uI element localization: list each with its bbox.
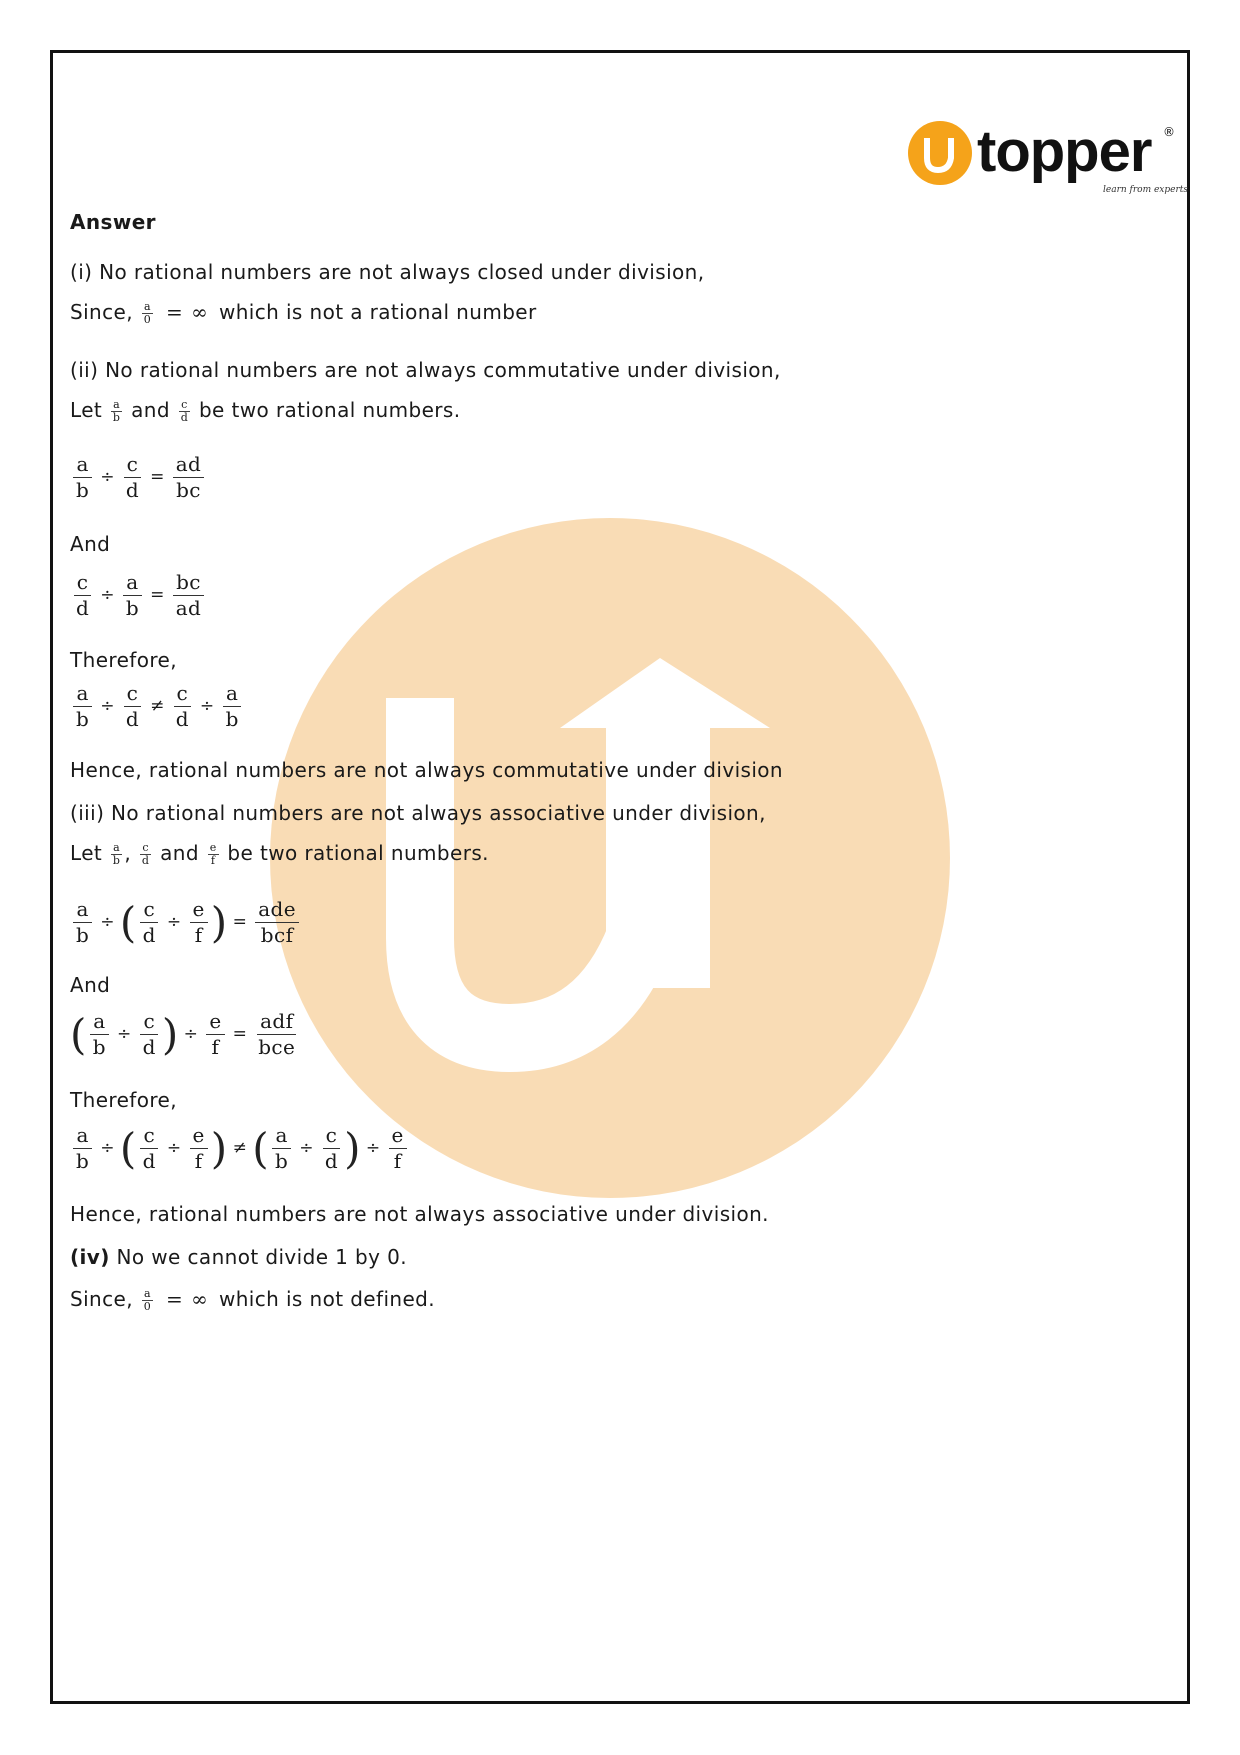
and-line-2: And	[70, 973, 111, 997]
part-2-let-line	[70, 398, 460, 424]
therefore-line-2: Therefore,	[70, 1088, 178, 1112]
since-label: Since,	[70, 1287, 133, 1311]
fraction-e-over-f: $\frac{e}{f}$	[209, 841, 217, 867]
fraction-a-over-b: $\frac{a}{b}$	[112, 841, 121, 867]
inequality-associative: $\frac{a}{b}$ ÷ ( $\frac{c}{d}$ ÷ $\frac{e}{f}$ ) ≠ ( $\frac{a}{b}$ ÷ $\frac{c}{d}$ ) ÷ $\frac{e}{f}$	[70, 1123, 410, 1174]
part-4-title-line	[70, 1245, 407, 1269]
since-label: Since,	[70, 300, 133, 324]
and-line-1: And	[70, 532, 111, 556]
part-3-title: (iii) No rational numbers are not always associative under division,	[70, 801, 766, 825]
fraction-c-over-d: $\frac{c}{d}$	[141, 841, 150, 867]
registered-mark: ®	[1163, 125, 1175, 139]
brand-tagline: learn from experts	[1103, 185, 1189, 195]
part-1-since-line	[70, 300, 537, 326]
and-label: and	[131, 398, 170, 422]
since-end: which is not defined.	[218, 1287, 436, 1311]
topper-logo-icon	[905, 118, 1189, 198]
let-end: be two rational numbers.	[227, 841, 489, 865]
inequality-commutative: $\frac{a}{b}$ ÷ $\frac{c}{d}$ ≠ $\frac{c}{d}$ ÷ $\frac{a}{b}$	[70, 681, 245, 732]
equals-sign: =	[165, 300, 184, 324]
answer-heading: Answer	[70, 210, 156, 234]
part-3-let-line	[70, 841, 489, 867]
since-end: which is not a rational number	[218, 300, 537, 324]
and-label: and	[160, 841, 199, 865]
brand-name: topper	[977, 119, 1152, 184]
equation-a-b-div-c-d: $\frac{a}{b}$ ÷ $\frac{c}{d}$ = $\frac{ad}{bc}$	[70, 452, 207, 503]
fraction-a-over-b: $\frac{a}{b}$	[112, 398, 121, 424]
infinity-symbol: ∞	[191, 1287, 209, 1311]
part-4-since-line	[70, 1287, 435, 1313]
let-label: Let	[70, 398, 103, 422]
equation-paren-a-b-div-c-d-div-e-f: ( $\frac{a}{b}$ ÷ $\frac{c}{d}$ ) ÷ $\frac{e}{f}$ = adf bce	[70, 1009, 296, 1059]
let-end: be two rational numbers.	[198, 398, 461, 422]
part-2-hence: Hence, rational numbers are not always commutative under division	[70, 758, 784, 782]
part-4-label: (iv)	[70, 1245, 110, 1269]
comma: ,	[124, 841, 132, 865]
fraction-c-over-d: $\frac{c}{d}$	[180, 398, 189, 424]
let-label: Let	[70, 841, 103, 865]
part-1-title: (i) No rational numbers are not always closed under division,	[70, 260, 705, 284]
infinity-symbol: ∞	[191, 300, 209, 324]
equation-a-b-div-paren-c-d-div-e-f: $\frac{a}{b}$ ÷ ( $\frac{c}{d}$ ÷ $\frac{e}{f}$ ) = ade bcf	[70, 897, 302, 948]
fraction-a-over-0: $\frac{a}{0}$	[143, 300, 152, 326]
therefore-line-1: Therefore,	[70, 648, 178, 672]
equation-c-d-div-a-b: $\frac{c}{d}$ ÷ $\frac{a}{b}$ = $\frac{bc}{ad}$	[70, 570, 207, 621]
part-3-hence: Hence, rational numbers are not always associative under division.	[70, 1202, 769, 1226]
equals-sign: =	[165, 1287, 184, 1311]
fraction-a-over-0: $\frac{a}{0}$	[143, 1287, 152, 1313]
part-2-title: (ii) No rational numbers are not always commutative under division,	[70, 358, 781, 382]
part-4-title: No we cannot divide 1 by 0.	[116, 1245, 408, 1269]
